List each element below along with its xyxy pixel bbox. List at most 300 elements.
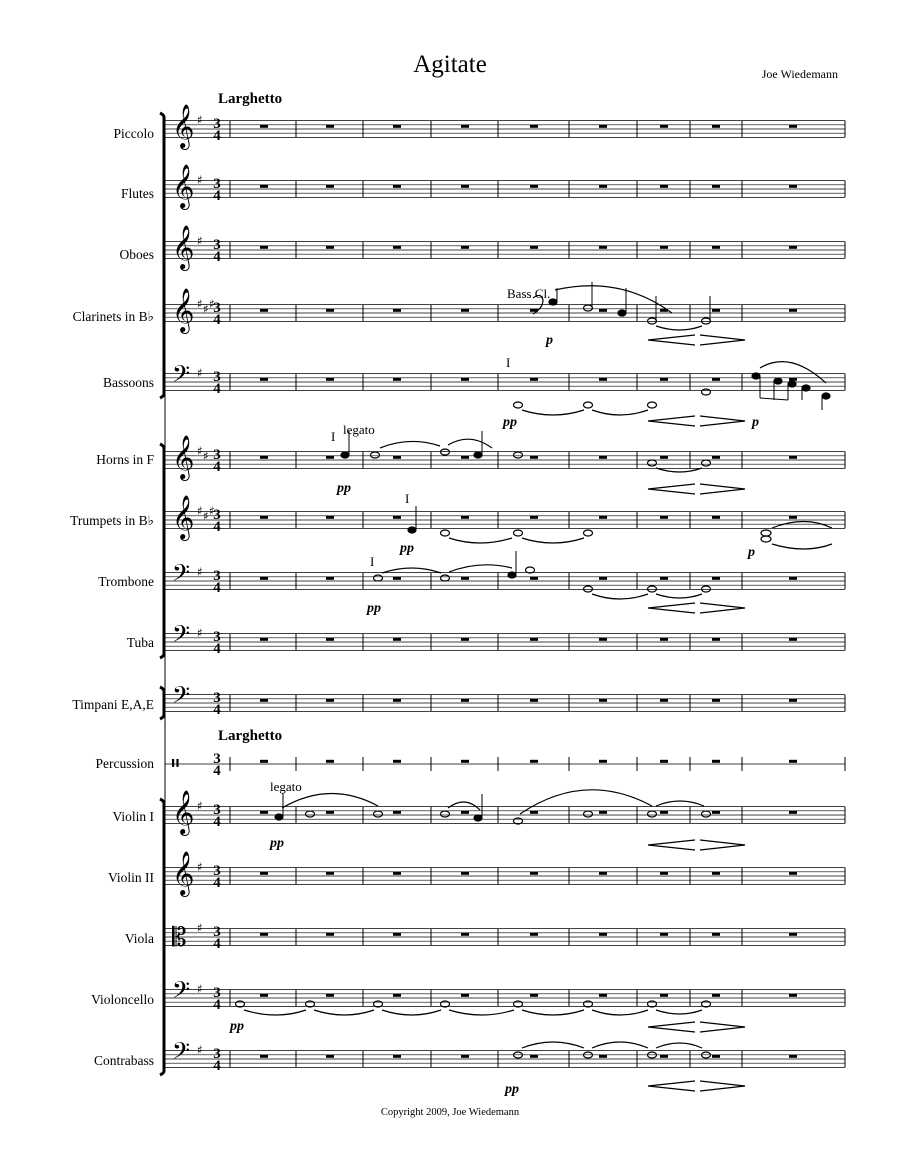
system-bracket: [160, 444, 164, 658]
horn-note: [474, 452, 482, 458]
whole-rest: [530, 456, 538, 459]
whole-rest: [660, 516, 668, 519]
violin1-note: [374, 811, 383, 817]
bass-clef-icon: 𝄢: [172, 681, 191, 714]
horn-note: [648, 460, 657, 466]
sharp-icon: ♯: [197, 366, 203, 380]
instrument-label-piccolo: Piccolo: [113, 126, 154, 141]
whole-rest: [599, 811, 607, 814]
trumpet-tie: [522, 538, 584, 543]
whole-rest: [789, 933, 797, 936]
whole-rest: [326, 516, 334, 519]
bassoon-note: [514, 402, 523, 408]
horn-slur: [380, 441, 440, 448]
bassoon-note: [788, 381, 796, 387]
whole-rest: [260, 872, 268, 875]
instrument-label-viola: Viola: [124, 931, 154, 946]
whole-rest: [789, 760, 797, 763]
whole-rest: [326, 125, 334, 128]
instrument-label-clarinets: Clarinets in B♭: [72, 309, 154, 324]
time-signature-numerator: 3: [213, 690, 221, 706]
trombone-note: [441, 575, 450, 581]
whole-rest: [260, 516, 268, 519]
whole-rest: [393, 1055, 401, 1058]
sharp-icon: ♯: [197, 1043, 203, 1057]
whole-rest: [393, 872, 401, 875]
cello-crescendo: [648, 1022, 695, 1032]
whole-rest: [393, 456, 401, 459]
clarinet-crescendo: [648, 335, 695, 345]
whole-rest: [260, 246, 268, 249]
whole-rest: [712, 309, 720, 312]
whole-rest: [260, 1055, 268, 1058]
dynamic-trombone: pp: [367, 601, 381, 616]
copyright-notice: Copyright 2009, Joe Wiedemann: [380, 1107, 520, 1118]
bassoon-note: [822, 393, 830, 399]
whole-rest: [599, 699, 607, 702]
sharp-icon: ♯: [197, 982, 203, 996]
whole-rest: [326, 760, 334, 763]
horn-crescendo: [648, 484, 695, 494]
whole-rest: [530, 638, 538, 641]
treble-clef-icon: 𝄞: [172, 790, 195, 834]
contrabass-crescendo: [648, 1081, 695, 1091]
contrabass-diminuendo: [700, 1081, 745, 1091]
instrument-label-violin-1: Violin I: [112, 809, 154, 824]
player-marking-horns: I: [331, 429, 336, 444]
sharp-icon: ♯: [197, 504, 203, 518]
bass-clef-icon: 𝄢: [172, 1037, 191, 1070]
whole-rest: [660, 933, 668, 936]
sharp-icon: ♯: [209, 504, 215, 518]
whole-rest: [461, 246, 469, 249]
whole-rest: [712, 760, 720, 763]
instrument-label-bassoons: Bassoons: [102, 375, 154, 390]
whole-rest: [461, 994, 469, 997]
whole-rest: [393, 760, 401, 763]
whole-rest: [461, 811, 469, 814]
player-marking-trumpets: I: [405, 491, 410, 506]
cello-tie: [656, 1010, 702, 1014]
horn-note: [371, 452, 380, 458]
dynamic-horns: pp: [337, 481, 351, 496]
whole-rest: [599, 516, 607, 519]
bass-clarinet-marking: Bass Cl.: [507, 286, 551, 301]
violin1-note: [584, 811, 593, 817]
time-signature-numerator: 3: [213, 1046, 221, 1062]
whole-rest: [530, 872, 538, 875]
trumpet-tie: [772, 544, 832, 549]
sharp-icon: ♯: [209, 297, 215, 311]
dynamic-trumpets-pp: pp: [400, 541, 414, 556]
whole-rest: [789, 309, 797, 312]
trombone-tie: [592, 594, 648, 599]
whole-rest: [789, 638, 797, 641]
trumpet-tie: [772, 522, 832, 529]
violin1-note: [702, 811, 711, 817]
horn-note: [341, 452, 349, 458]
whole-rest: [789, 811, 797, 814]
whole-rest: [326, 309, 334, 312]
sharp-icon: ♯: [197, 234, 203, 248]
whole-rest: [530, 994, 538, 997]
instrument-label-horns: Horns in F: [96, 452, 154, 467]
whole-rest: [712, 699, 720, 702]
whole-rest: [660, 577, 668, 580]
system-bracket: [160, 113, 164, 398]
time-signature-denominator: 4: [213, 763, 221, 779]
whole-rest: [260, 378, 268, 381]
whole-rest: [326, 1055, 334, 1058]
whole-rest: [599, 456, 607, 459]
legato-marking-horns: legato: [343, 422, 375, 437]
clarinet-note: [702, 318, 711, 324]
whole-rest: [712, 577, 720, 580]
treble-clef-icon: 𝄞: [172, 495, 195, 539]
whole-rest: [712, 1055, 720, 1058]
sharp-icon: ♯: [203, 302, 209, 316]
time-signature-denominator: 4: [213, 519, 221, 535]
whole-rest: [712, 933, 720, 936]
trombone-note: [648, 586, 657, 592]
whole-rest: [326, 994, 334, 997]
whole-rest: [461, 760, 469, 763]
whole-rest: [260, 933, 268, 936]
time-signature-denominator: 4: [213, 580, 221, 596]
bassoon-note: [584, 402, 593, 408]
treble-clef-icon: 𝄞: [172, 164, 195, 208]
horn-note: [441, 449, 450, 455]
contrabass-slur: [656, 1043, 702, 1048]
whole-rest: [260, 811, 268, 814]
time-signature-numerator: 3: [213, 300, 221, 316]
percussion-clef-icon: 𝄥: [172, 752, 179, 777]
cello-tie: [314, 1010, 374, 1015]
whole-rest: [599, 246, 607, 249]
time-signature-denominator: 4: [213, 249, 221, 265]
time-signature-denominator: 4: [213, 997, 221, 1013]
time-signature-denominator: 4: [213, 702, 221, 718]
dynamic-bassoon-p: p: [752, 415, 759, 430]
trombone-tie: [656, 594, 702, 598]
bassoon-note: [648, 402, 657, 408]
sharp-icon: ♯: [197, 297, 203, 311]
whole-rest: [326, 456, 334, 459]
note-layer: [236, 286, 833, 1091]
violin1-note: [275, 814, 283, 820]
violin1-slur: [656, 801, 704, 806]
whole-rest: [660, 185, 668, 188]
dynamic-bassoon-pp: pp: [503, 415, 517, 430]
treble-clef-icon: 𝄞: [172, 104, 195, 148]
treble-clef-icon: 𝄞: [172, 225, 195, 269]
whole-rest: [660, 638, 668, 641]
time-signature-denominator: 4: [213, 875, 221, 891]
tempo-marking-percussion: Larghetto: [218, 728, 283, 744]
bassoon-note: [774, 378, 782, 384]
time-signature-denominator: 4: [213, 128, 221, 144]
whole-rest: [393, 933, 401, 936]
time-signature-denominator: 4: [213, 312, 221, 328]
whole-rest: [599, 933, 607, 936]
trumpet-note: [761, 536, 771, 542]
whole-rest: [660, 994, 668, 997]
horn-note: [514, 452, 523, 458]
whole-rest: [660, 760, 668, 763]
whole-rest: [599, 125, 607, 128]
whole-rest: [393, 577, 401, 580]
instrument-label-contrabass: Contrabass: [94, 1053, 154, 1068]
instrument-label-flutes: Flutes: [120, 186, 154, 201]
whole-rest: [712, 125, 720, 128]
whole-rest: [260, 185, 268, 188]
bass-clef-icon: 𝄢: [172, 360, 191, 393]
bass-clef-icon: 𝄢: [172, 620, 191, 653]
whole-rest: [530, 246, 538, 249]
time-signature-denominator: 4: [213, 936, 221, 952]
bassoon-diminuendo: [700, 416, 745, 426]
cello-diminuendo: [700, 1022, 745, 1032]
whole-rest: [712, 811, 720, 814]
sharp-icon: ♯: [197, 921, 203, 935]
whole-rest: [660, 699, 668, 702]
note-stems: [283, 282, 822, 818]
trumpet-note: [514, 530, 523, 536]
whole-rest: [712, 185, 720, 188]
whole-rest: [660, 811, 668, 814]
whole-rest: [599, 1055, 607, 1058]
time-signature-numerator: 3: [213, 369, 221, 385]
instrument-label-trumpets: Trumpets in B♭: [70, 513, 154, 528]
whole-rest: [789, 125, 797, 128]
bass-clef-icon: 𝄢: [172, 559, 191, 592]
violin1-crescendo: [648, 840, 695, 850]
sharp-icon: ♯: [197, 113, 203, 127]
whole-rest: [530, 378, 538, 381]
violin1-note: [648, 811, 657, 817]
whole-rest: [461, 933, 469, 936]
whole-rest: [461, 638, 469, 641]
whole-rest: [326, 577, 334, 580]
whole-rest: [393, 125, 401, 128]
time-signature-numerator: 3: [213, 237, 221, 253]
whole-rest: [393, 185, 401, 188]
trombone-diminuendo: [700, 603, 745, 613]
whole-rest: [326, 699, 334, 702]
bassoon-tie: [522, 410, 584, 415]
sharp-icon: ♯: [197, 860, 203, 874]
time-signature-denominator: 4: [213, 381, 221, 397]
trumpet-note: [408, 527, 416, 533]
horn-slur: [448, 439, 492, 448]
trombone-note: [526, 567, 535, 573]
player-marking-trombone: I: [370, 554, 375, 569]
whole-rest: [461, 577, 469, 580]
whole-rest: [260, 577, 268, 580]
whole-rest: [530, 185, 538, 188]
whole-rest: [260, 309, 268, 312]
instrument-label-violoncello: Violoncello: [91, 992, 154, 1007]
instrument-label-timpani: Timpani E,A,E: [72, 697, 154, 712]
trumpet-tie: [449, 538, 512, 543]
whole-rest: [789, 246, 797, 249]
whole-rest: [326, 638, 334, 641]
instrument-label-trombone: Trombone: [98, 574, 154, 589]
whole-rest: [599, 872, 607, 875]
whole-rest: [599, 378, 607, 381]
whole-rest: [660, 1055, 668, 1058]
player-marking-bassoons: I: [506, 355, 511, 370]
time-signature-numerator: 3: [213, 568, 221, 584]
whole-rest: [660, 456, 668, 459]
whole-rest: [712, 638, 720, 641]
whole-rest: [393, 309, 401, 312]
whole-rest: [260, 125, 268, 128]
time-signature-numerator: 3: [213, 985, 221, 1001]
whole-rest: [530, 125, 538, 128]
time-signature-denominator: 4: [213, 814, 221, 830]
whole-rest: [326, 185, 334, 188]
cello-tie: [449, 1010, 514, 1015]
whole-rest: [789, 994, 797, 997]
trombone-note: [584, 586, 593, 592]
whole-rest: [599, 185, 607, 188]
sharp-icon: ♯: [197, 565, 203, 579]
whole-rest: [789, 378, 797, 381]
whole-rest: [789, 456, 797, 459]
time-signature-numerator: 3: [213, 116, 221, 132]
whole-rest: [660, 378, 668, 381]
time-signature-numerator: 3: [213, 863, 221, 879]
trombone-slur: [449, 565, 512, 572]
time-signature-numerator: 3: [213, 507, 221, 523]
whole-rest: [260, 994, 268, 997]
whole-rest: [660, 246, 668, 249]
clarinet-note: [584, 305, 593, 311]
violin1-slur: [282, 793, 378, 808]
whole-rest: [393, 994, 401, 997]
whole-rest: [393, 811, 401, 814]
legato-marking-violin: legato: [270, 779, 302, 794]
trumpet-note: [761, 530, 771, 536]
score-title: Agitate: [413, 51, 487, 78]
time-signature-denominator: 4: [213, 641, 221, 657]
bassoon-note: [802, 385, 810, 391]
whole-rest: [260, 638, 268, 641]
bassoon-crescendo: [648, 416, 695, 426]
whole-rest: [712, 456, 720, 459]
violin1-note: [474, 815, 482, 821]
sharp-icon: ♯: [203, 509, 209, 523]
whole-rest: [660, 872, 668, 875]
whole-rest: [260, 699, 268, 702]
bassoon-tie: [592, 410, 648, 415]
time-signature-numerator: 3: [213, 802, 221, 818]
time-signature-numerator: 3: [213, 924, 221, 940]
whole-rest: [326, 246, 334, 249]
time-signature-numerator: 3: [213, 176, 221, 192]
trombone-note: [374, 575, 383, 581]
whole-rest: [393, 378, 401, 381]
whole-rest: [461, 456, 469, 459]
contrabass-slur: [522, 1042, 584, 1048]
clarinet-tie: [656, 326, 702, 330]
whole-rest: [393, 516, 401, 519]
instrument-label-tuba: Tuba: [126, 635, 154, 650]
trumpet-note: [584, 530, 593, 536]
sharp-icon: ♯: [197, 444, 203, 458]
contrabass-slur: [592, 1042, 648, 1048]
treble-clef-icon: 𝄞: [172, 435, 195, 479]
whole-rest: [461, 872, 469, 875]
dynamic-trumpets-p: p: [748, 545, 755, 560]
time-signature-numerator: 3: [213, 751, 221, 767]
bassoon-note: [752, 373, 760, 379]
trombone-note: [702, 586, 711, 592]
whole-rest: [789, 699, 797, 702]
cello-tie: [244, 1010, 306, 1015]
time-signature-denominator: 4: [213, 459, 221, 475]
dynamic-violoncello: pp: [230, 1019, 244, 1034]
whole-rest: [530, 933, 538, 936]
clarinet-note: [648, 318, 657, 324]
violin1-slur: [520, 790, 652, 814]
clarinet-diminuendo: [700, 335, 745, 345]
time-signature-denominator: 4: [213, 1058, 221, 1074]
whole-rest: [530, 811, 538, 814]
whole-rest: [712, 246, 720, 249]
violin1-slur: [448, 802, 480, 810]
trombone-note: [508, 572, 516, 578]
whole-rest: [599, 994, 607, 997]
composer-name: Joe Wiedemann: [761, 67, 838, 81]
whole-rest: [326, 378, 334, 381]
clarinet-note: [618, 310, 626, 316]
whole-rest: [530, 699, 538, 702]
system-bracket: [160, 799, 164, 1075]
whole-rest: [260, 760, 268, 763]
instrument-label-percussion: Percussion: [95, 756, 154, 771]
cello-tie: [522, 1010, 584, 1015]
whole-rest: [326, 811, 334, 814]
system-bracket: [160, 687, 164, 719]
violin1-note: [441, 811, 450, 817]
sharp-icon: ♯: [197, 799, 203, 813]
trumpet-note: [441, 530, 450, 536]
whole-rest: [712, 378, 720, 381]
whole-rest: [660, 125, 668, 128]
time-signature-numerator: 3: [213, 447, 221, 463]
whole-rest: [789, 185, 797, 188]
horn-diminuendo: [700, 484, 745, 494]
dynamic-clarinet: p: [546, 333, 553, 348]
whole-rest: [599, 638, 607, 641]
whole-rest: [326, 872, 334, 875]
time-signature-denominator: 4: [213, 188, 221, 204]
trombone-crescendo: [648, 603, 695, 613]
whole-rest: [599, 309, 607, 312]
whole-rest: [789, 1055, 797, 1058]
time-signature-numerator: 3: [213, 629, 221, 645]
treble-clef-icon: 𝄞: [172, 288, 195, 332]
dynamic-violin-1: pp: [270, 836, 284, 851]
whole-rest: [461, 699, 469, 702]
whole-rest: [461, 1055, 469, 1058]
cello-tie: [382, 1010, 441, 1015]
staff-system: [160, 104, 845, 1075]
whole-rest: [789, 872, 797, 875]
whole-rest: [461, 125, 469, 128]
